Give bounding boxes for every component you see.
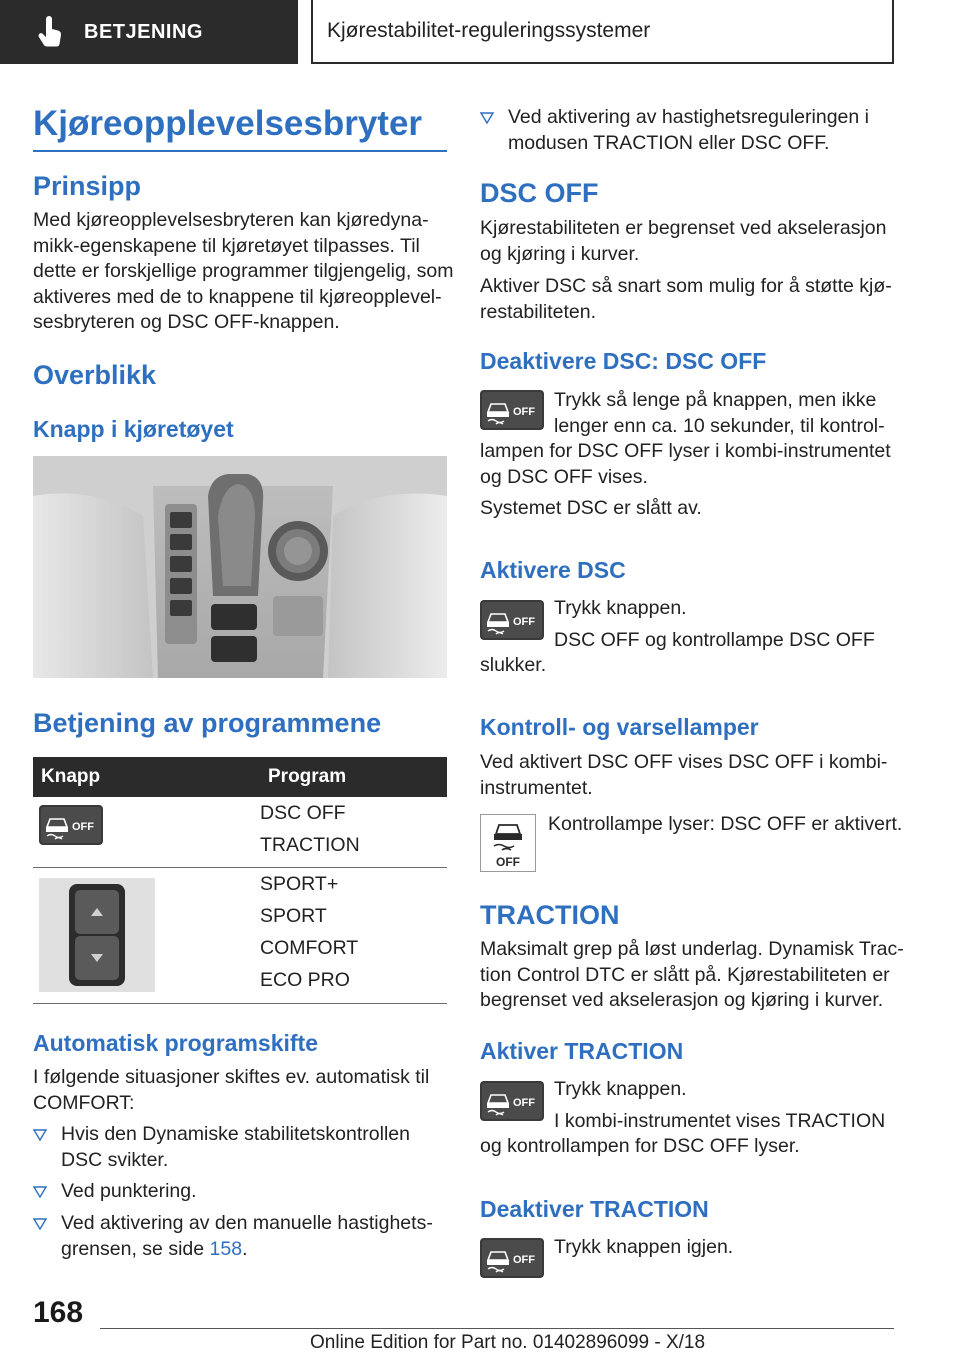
- deactivate-traction-heading: Deaktiver TRACTION: [480, 1196, 709, 1222]
- list-item: Hvis den Dynamiske stabilitetskontrollen DSC svikter.: [33, 1122, 447, 1173]
- list-item: Ved aktivering av hastighetsreguleringen i modusen TRACTION eller DSC OFF.: [480, 105, 894, 156]
- principle-text: Med kjøreopplevelsesbryteren kan kjøredyna‐ mikk-egenskapene til kjøretøyet tilpasses. Til dette er forskjellige programmer tilgjengelig, som aktiveres med de to knappene til kjøreopplevel‐ sesbryteren og DSC OFF-knappen.: [33, 209, 454, 333]
- program-table: [33, 757, 447, 1004]
- driving-experience-switch-icon: [39, 878, 155, 992]
- page-link-158[interactable]: 158: [209, 1237, 243, 1260]
- svg-text:OFF: OFF: [513, 1254, 535, 1266]
- dsc-off-status: Systemet DSC er slått av.: [480, 497, 702, 519]
- program-list: [260, 797, 360, 861]
- chapter-label: BETJENING: [84, 20, 203, 43]
- program-traction: TRACTION: [260, 834, 360, 856]
- center-console-photo: [33, 456, 447, 678]
- triangle-bullet-icon: [33, 1129, 47, 1141]
- triangle-bullet-icon: [33, 1186, 47, 1198]
- chapter-tab[interactable]: [0, 0, 298, 64]
- deactivate-dsc-heading: Deaktivere DSC: DSC OFF: [480, 348, 767, 374]
- footer-divider: [100, 1328, 894, 1329]
- dsc-off-button-icon: [39, 805, 103, 845]
- program-list: [260, 868, 358, 996]
- overview-heading: Overblikk: [33, 360, 157, 390]
- control-lamps-text: Ved aktivert DSC OFF vises DSC OFF i kombi‐ instrumentet.: [480, 751, 888, 799]
- deactivate-traction-text: Trykk knappen igjen.: [554, 1236, 734, 1258]
- svg-text:OFF: OFF: [513, 1097, 535, 1109]
- program-dsc-off: DSC OFF: [260, 802, 346, 824]
- table-row: [33, 797, 447, 868]
- auto-intro: I følgende situasjoner skiftes ev. automatisk til COMFORT:: [33, 1066, 430, 1114]
- dsc-off-heading: DSC OFF: [480, 178, 599, 208]
- activate-traction-text: Trykk knappen. I kombi-instrumentet vises TRACTION og kontrollampen for DSC OFF lyser.: [480, 1078, 886, 1157]
- page-number: 168: [33, 1296, 84, 1329]
- section-title: Kjørestabilitet-reguleringssystemer: [311, 0, 894, 64]
- svg-text:OFF: OFF: [72, 821, 94, 833]
- activate-traction-heading: Aktiver TRACTION: [480, 1038, 684, 1064]
- auto-heading: Automatisk programskifte: [33, 1030, 319, 1056]
- traction-heading: TRACTION: [480, 900, 620, 930]
- col-header-program: Program: [268, 766, 347, 787]
- dsc-off-advice: Aktiver DSC så snart som mulig for å støtte kjø‐ restabiliteten.: [480, 275, 892, 323]
- operation-heading: Betjening av programmene: [33, 708, 382, 738]
- activate-dsc-heading: Aktivere DSC: [480, 557, 626, 583]
- page-title: Kjøreopplevelsesbryter: [33, 104, 447, 152]
- dsc-off-indicator-lamp-icon: [480, 814, 536, 872]
- triangle-bullet-icon: [480, 112, 494, 124]
- hand-pointer-icon: [34, 15, 68, 49]
- col-header-button: Knapp: [41, 766, 101, 787]
- lamp-text: Kontrollampe lyser: DSC OFF er aktivert.: [548, 813, 903, 835]
- table-row: [33, 868, 447, 1004]
- svg-text:OFF: OFF: [496, 855, 520, 869]
- control-lamps-heading: Kontroll- og varsellamper: [480, 714, 759, 740]
- svg-text:OFF: OFF: [513, 616, 535, 628]
- list-item: Ved aktivering av den manuelle hastighets‐ grensen, se side 158.: [33, 1211, 447, 1262]
- dsc-off-text: Kjørestabiliteten er begrenset ved akselerasjon og kjøring i kurver.: [480, 217, 887, 265]
- program-sport: SPORT: [260, 905, 327, 927]
- principle-heading: Prinsipp: [33, 171, 142, 201]
- button-heading: Knapp i kjøretøyet: [33, 416, 234, 442]
- program-sport-plus: SPORT+: [260, 873, 339, 895]
- program-eco-pro: ECO PRO: [260, 969, 350, 991]
- table-header: [33, 757, 447, 797]
- activate-dsc-text: Trykk knappen. DSC OFF og kontrollampe DSC OFF slukker.: [480, 597, 875, 676]
- program-comfort: COMFORT: [260, 937, 359, 959]
- deactivate-dsc-text: Trykk så lenge på knappen, men ikke lenger enn ca. 10 sekunder, til kontrol‐ lampen for DSC OFF lyser i kombi-instrumentet og DSC OFF vises.: [480, 389, 891, 488]
- traction-text: Maksimalt grep på løst underlag. Dynamisk Trac‐ tion Control DTC er slått på. Kjørestabiliteten er begrenset ved akselerasjon og kjøring i kurver.: [480, 938, 904, 1011]
- list-item: Ved punktering.: [33, 1179, 447, 1205]
- svg-text:OFF: OFF: [513, 406, 535, 418]
- edition-note: Online Edition for Part no. 01402896099 - X/18: [310, 1332, 706, 1353]
- triangle-bullet-icon: [33, 1218, 47, 1230]
